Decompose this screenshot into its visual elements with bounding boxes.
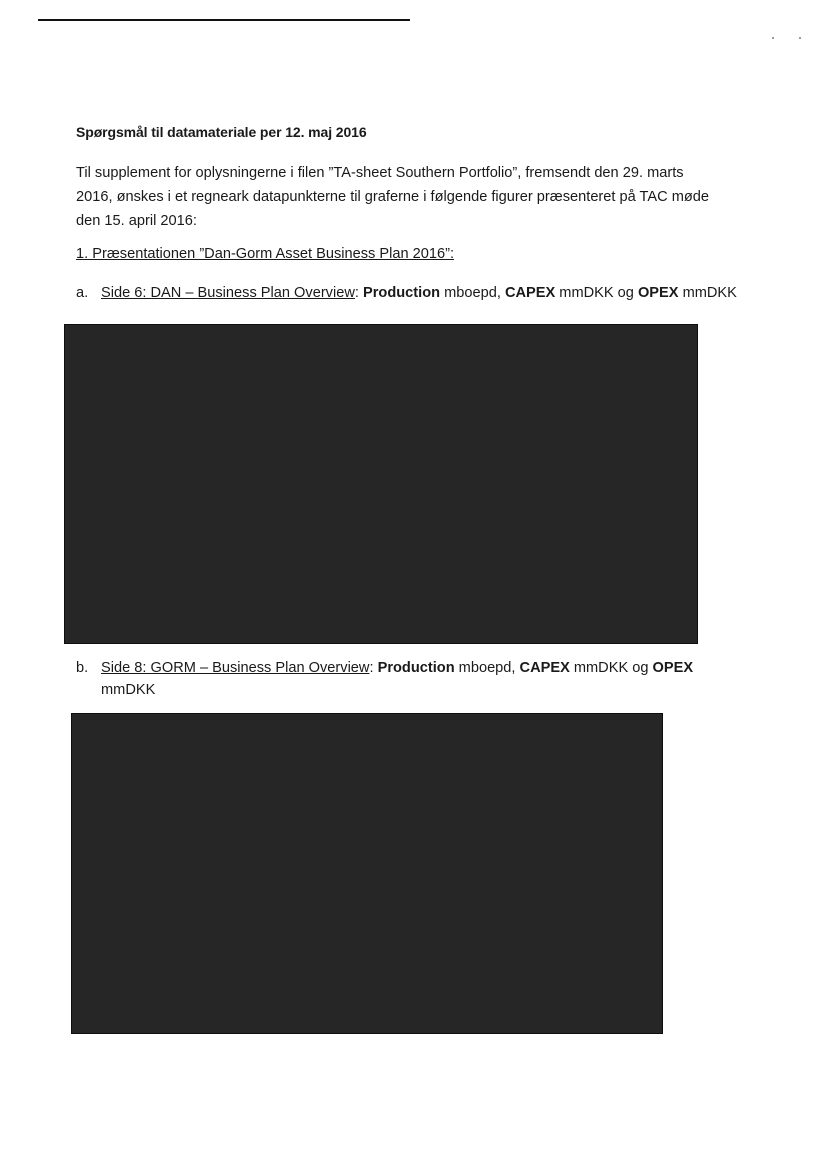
list-item-a: [76, 282, 737, 304]
item-marker: a.: [76, 285, 89, 301]
section-title: 1. Præsentationen ”Dan-Gorm Asset Business Plan 2016”:: [76, 246, 455, 262]
item-opex-unit: mmDKK: [678, 285, 737, 301]
item-slide-reference: Side 8: GORM – Business Plan Overview: [101, 660, 370, 676]
item-production-label: Production: [377, 660, 455, 676]
item-colon: :: [354, 285, 359, 301]
item-opex-label: OPEX: [637, 285, 679, 301]
header-rule: [38, 19, 410, 21]
item-production-unit: mboepd,: [454, 660, 520, 676]
item-production-label: Production: [363, 285, 441, 301]
intro-line: den 15. april 2016:: [76, 213, 197, 229]
item-capex-unit: mmDKK og: [555, 285, 638, 301]
intro-paragraph: [76, 161, 756, 233]
list-item-b: [76, 657, 716, 701]
item-marker: b.: [76, 660, 89, 676]
item-slide-reference: Side 6: DAN – Business Plan Overview: [101, 285, 355, 301]
item-production-unit: mboepd,: [440, 285, 505, 301]
item-opex-label: OPEX: [652, 660, 694, 676]
scan-speck: [772, 37, 774, 39]
scan-speck: [799, 37, 801, 39]
redacted-figure-gorm: [71, 713, 663, 1034]
redacted-figure-dan: [64, 324, 698, 644]
item-capex-label: CAPEX: [504, 285, 556, 301]
item-colon: :: [369, 660, 374, 676]
item-capex-unit: mmDKK og: [569, 660, 653, 676]
intro-line: 2016, ønskes i et regneark datapunkterne til graferne i følgende figurer præsenteret på TAC møde: [76, 189, 710, 205]
intro-line: Til supplement for oplysningerne i filen ”TA-sheet Southern Portfolio”, fremsendt den 29. marts: [76, 165, 684, 181]
item-continuation: mmDKK: [101, 682, 156, 698]
page-heading: Spørgsmål til datamateriale per 12. maj 2016: [76, 124, 367, 140]
item-capex-label: CAPEX: [519, 660, 570, 676]
